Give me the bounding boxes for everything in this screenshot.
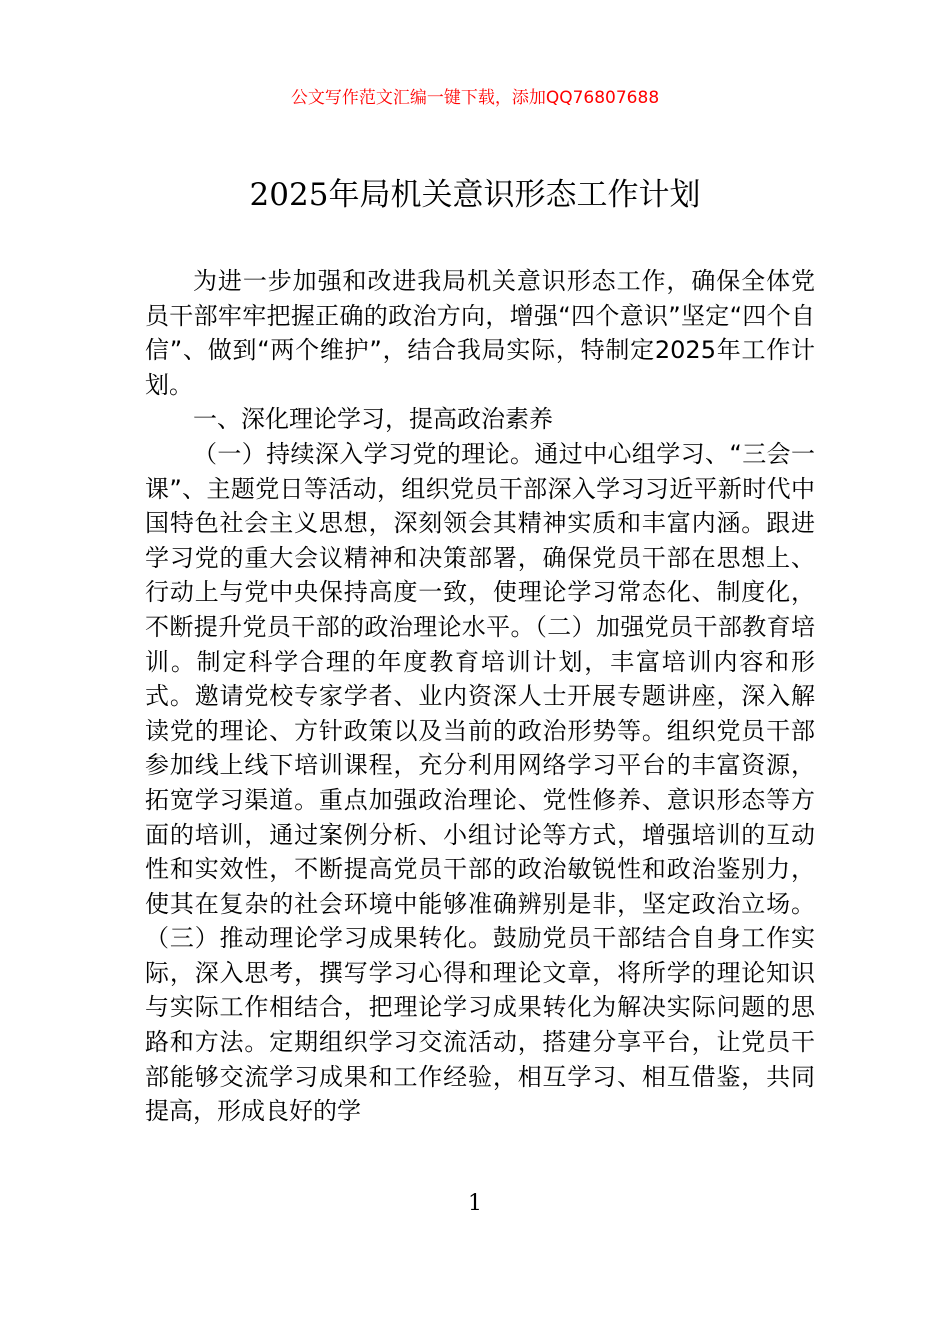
- page-number: 1: [468, 1191, 482, 1216]
- body-paragraph: （一）持续深入学习党的理论。通过中心组学习、“三会一课”、主题党日等活动，组织党员干部深入学习习近平新时代中国特色社会主义思想，深刻领会其精神实质和丰富内涵。跟进学习党的重大会议精神和决策部署，确保党员干部在思想上、行动上与党中央保持高度一致，使理论学习常态化、制度化，不断提升党员干部的政治理论水平。（二）加强党员干部教育培训。制定科学合理的年度教育培训计划，丰富培训内容和形式。邀请党校专家学者、业内资深人士开展专题讲座，深入解读党的理论、方针政策以及当前的政治形势等。组织党员干部参加线上线下培训课程，充分利用网络学习平台的丰富资源，拓宽学习渠道。重点加强政治理论、党性修养、意识形态等方面的培训，通过案例分析、小组讨论等方式，增强培训的互动性和实效性，不断提高党员干部的政治敏锐性和政治鉴别力，使其在复杂的社会环境中能够准确辨别是非，坚定政治立场。（三）推动理论学习成果转化。鼓励党员干部结合自身工作实际，深入思考，撰写学习心得和理论文章，将所学的理论知识与实际工作相结合，把理论学习成果转化为解决实际问题的思路和方法。定期组织学习交流活动，搭建分享平台，让党员干部能够交流学习成果和工作经验，相互学习、相互借鉴，共同提高，形成良好的学: [145, 439, 815, 1126]
- section-heading: 一、深化理论学习，提高政治素养: [193, 405, 553, 434]
- intro-paragraph: 为进一步加强和改进我局机关意识形态工作，确保全体党员干部牢牢把握正确的政治方向，增强“四个意识”坚定“四个自信”、做到“两个维护”，结合我局实际，特制定2025年工作计划。: [145, 267, 815, 399]
- document-title: 2025年局机关意识形态工作计划: [249, 177, 701, 213]
- document-body: [145, 264, 815, 1129]
- download-notice: 公文写作范文汇编一键下载，添加QQ76807688: [290, 88, 660, 108]
